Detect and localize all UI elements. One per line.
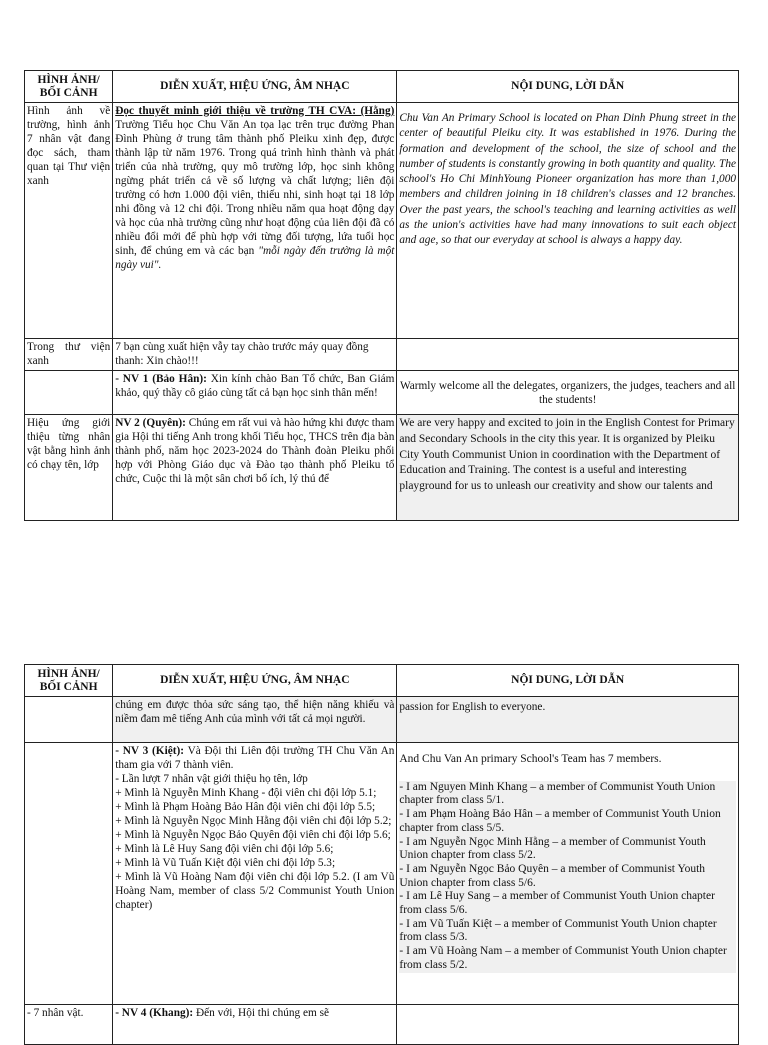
content-cell: We are very happy and excited to join in the English Contest for Primary and Secondary Schools in the city this year. It is organized by Pleiku City Youth Communist Union in coordination with the Department of Education and Training. The contest is a useful and interesting playground for us to unleash our creativity and show our talents and <box>397 415 739 521</box>
action-label: - NV 1 (Bảo Hân): <box>115 373 207 385</box>
list-item: - I am Vũ Tuấn Kiệt – a member of Communist Youth Union chapter from class 5/3. <box>399 918 736 945</box>
header-scene: HÌNH ẢNH/ BỐI CẢNH <box>25 71 113 103</box>
scene-cell: Hình ảnh về trường, hình ảnh 7 nhân vật đang đọc sách, tham quan tại Thư viện xanh <box>25 103 113 339</box>
table-row <box>25 339 739 371</box>
content-cell: Warmly welcome all the delegates, organizers, the judges, teachers and all the students! <box>397 371 739 415</box>
table-row <box>25 371 739 415</box>
action-title: Đọc thuyết minh giới thiệu về trường TH CVA: (Hằng) <box>115 105 395 117</box>
list-item: - I am Nguyễn Ngọc Bảo Quyên – a member of Communist Youth Union chapter from class 5/6. <box>399 863 736 890</box>
scene-cell: - 7 nhân vật. <box>25 1005 113 1045</box>
table-row <box>25 103 739 339</box>
list-item: + Mình là Vũ Tuấn Kiệt đội viên chi đội lớp 5.3; <box>115 857 336 869</box>
action-quote: "mỗi ngày đến trường là một ngày vui". <box>115 245 395 271</box>
action-body: Đến với, Hội thi chúng em sẽ <box>195 1007 330 1019</box>
script-table-page-2 <box>24 664 739 1045</box>
table-row <box>25 415 739 521</box>
action-body: Chúng em rất vui và hào hứng khi được tham gia Hội thi tiếng Anh trong khối Tiểu học, THCS trên địa bàn thành phố, năm học 2023-2024 do Thành đoàn Pleiku phối hợp với Phòng Giáo dục và Đào tạo thành phố Pleiku tổ chức, Cuộc thi là một sân chơi bổ ích, lý thú để <box>115 417 395 485</box>
list-item: + Mình là Nguyễn Minh Khang - đội viên chi đội lớp 5.1; <box>115 787 377 799</box>
content-cell <box>397 339 739 371</box>
content-cell <box>397 743 739 1005</box>
table-row <box>25 743 739 1005</box>
action-body: Trường Tiểu học Chu Văn An tọa lạc trên trục đường Phan Đình Phùng ở trung tâm thành phố Pleiku xinh đẹp, được thành lập từ năm 1976. Trong quá trình hình thành và phát triển của nhà trường, quy mô trường lớp, học sinh không ngừng phát triển cả về số lượng và chất lượng; liên đội trường có hơn 1.000 đội viên, thiếu nhi, sinh hoạt tại 18 lớp nhi đồng và 12 chi đội. Trong nhiều năm qua hoạt động dạy và học của nhà trường cũng như hoạt động của liên đội đã có nhiều đổi mới để phù hợp với từng đối tượng, lứa tuổi học sinh, để chúng em và các bạn <box>115 119 395 257</box>
header-action: DIỄN XUẤT, HIỆU ỨNG, ÂM NHẠC <box>113 71 397 103</box>
scene-cell: Trong thư viện xanh <box>25 339 113 371</box>
content-cell: Chu Van An Primary School is located on Phan Dinh Phung street in the center of beautiful Pleiku city. It was established in 1976. During the formation and development of the school, the size of school and the number of students is constantly growing in both quantity and quality. The school's Ho Chi MinhYoung Pioneer organization has more than 1,000 members and children joining in 18 children's classes and 12 branches. Over the past years, the school's teaching and learning activities as well as the union's activities have had many innovations to suit each object and age, so that our everyday at school is always a happy day. <box>397 103 739 339</box>
list-item: - I am Vũ Hoàng Nam – a member of Communist Youth Union chapter from class 5/2. <box>399 945 736 972</box>
script-table-page-1 <box>24 70 739 521</box>
table-row <box>25 1005 739 1045</box>
action-cell: chúng em được thỏa sức sáng tạo, thể hiện năng khiếu và niềm đam mê tiếng Anh của mình với tất cả mọi người. <box>113 697 397 743</box>
content-cell: passion for English to everyone. <box>397 697 739 743</box>
header-scene: HÌNH ẢNH/ BỐI CẢNH <box>25 665 113 697</box>
action-cell: 7 bạn cùng xuất hiện vẫy tay chào trước máy quay đồng thanh: Xin chào!!! <box>113 339 397 371</box>
action-label: - NV 3 (Kiệt): <box>115 745 185 757</box>
action-cell <box>113 103 397 339</box>
list-item: - I am Lê Huy Sang – a member of Communist Youth Union chapter from class 5/6. <box>399 890 736 917</box>
content-cell <box>397 1005 739 1045</box>
list-item: - Lần lượt 7 nhân vật giới thiệu họ tên, lớp <box>115 773 308 785</box>
action-cell <box>113 1005 397 1045</box>
list-item: + Mình là Nguyễn Ngọc Minh Hằng đội viên chi đội lớp 5.2; <box>115 815 392 827</box>
list-item: + Mình là Nguyễn Ngọc Bảo Quyên đội viên chi đội lớp 5.6; <box>115 829 391 841</box>
action-cell <box>113 415 397 521</box>
list-item: + Mình là Vũ Hoàng Nam đội viên chi đội lớp 5.2. (I am Vũ Hoàng Nam, member of class 5/2 Communist Youth Union chapter) <box>115 871 395 911</box>
scene-cell <box>25 697 113 743</box>
action-label: NV 2 (Quyên): <box>115 417 186 429</box>
table-header-row <box>25 665 739 697</box>
list-item: - I am Phạm Hoàng Bảo Hân – a member of Communist Youth Union chapter from class 5/5. <box>399 808 736 835</box>
scene-cell: Hiệu ứng giới thiệu từng nhân vật bằng hình ảnh có chạy tên, lớp <box>25 415 113 521</box>
list-item: - I am Nguyễn Ngọc Minh Hằng – a member of Communist Youth Union chapter from class 5/2. <box>399 836 736 863</box>
header-content: NỘI DUNG, LỜI DẪN <box>397 71 739 103</box>
content-intro: And Chu Van An primary School's Team has 7 members. <box>399 753 662 765</box>
action-intro: Và Đội thi Liên đội trường TH Chu Văn An tham gia với 7 thành viên. <box>115 745 395 771</box>
scene-cell <box>25 743 113 1005</box>
action-label: - NV 4 (Khang): <box>115 1007 194 1019</box>
header-action: DIỄN XUẤT, HIỆU ỨNG, ÂM NHẠC <box>113 665 397 697</box>
list-item: - I am Nguyen Minh Khang – a member of Communist Youth Union chapter from class 5/1. <box>399 781 736 808</box>
action-cell <box>113 743 397 1005</box>
scene-cell <box>25 371 113 415</box>
table-header-row <box>25 71 739 103</box>
header-content: NỘI DUNG, LỜI DẪN <box>397 665 739 697</box>
action-body: Xin kính chào Ban Tổ chức, Ban Giám khảo, quý thầy cô giáo cùng tất cả bạn học sinh thân mến! <box>115 373 395 399</box>
action-cell <box>113 371 397 415</box>
list-item: + Mình là Lê Huy Sang đội viên chi đội lớp 5.6; <box>115 843 334 855</box>
table-row <box>25 697 739 743</box>
list-item: + Mình là Phạm Hoàng Bảo Hân đội viên chi đội lớp 5.5; <box>115 801 376 813</box>
